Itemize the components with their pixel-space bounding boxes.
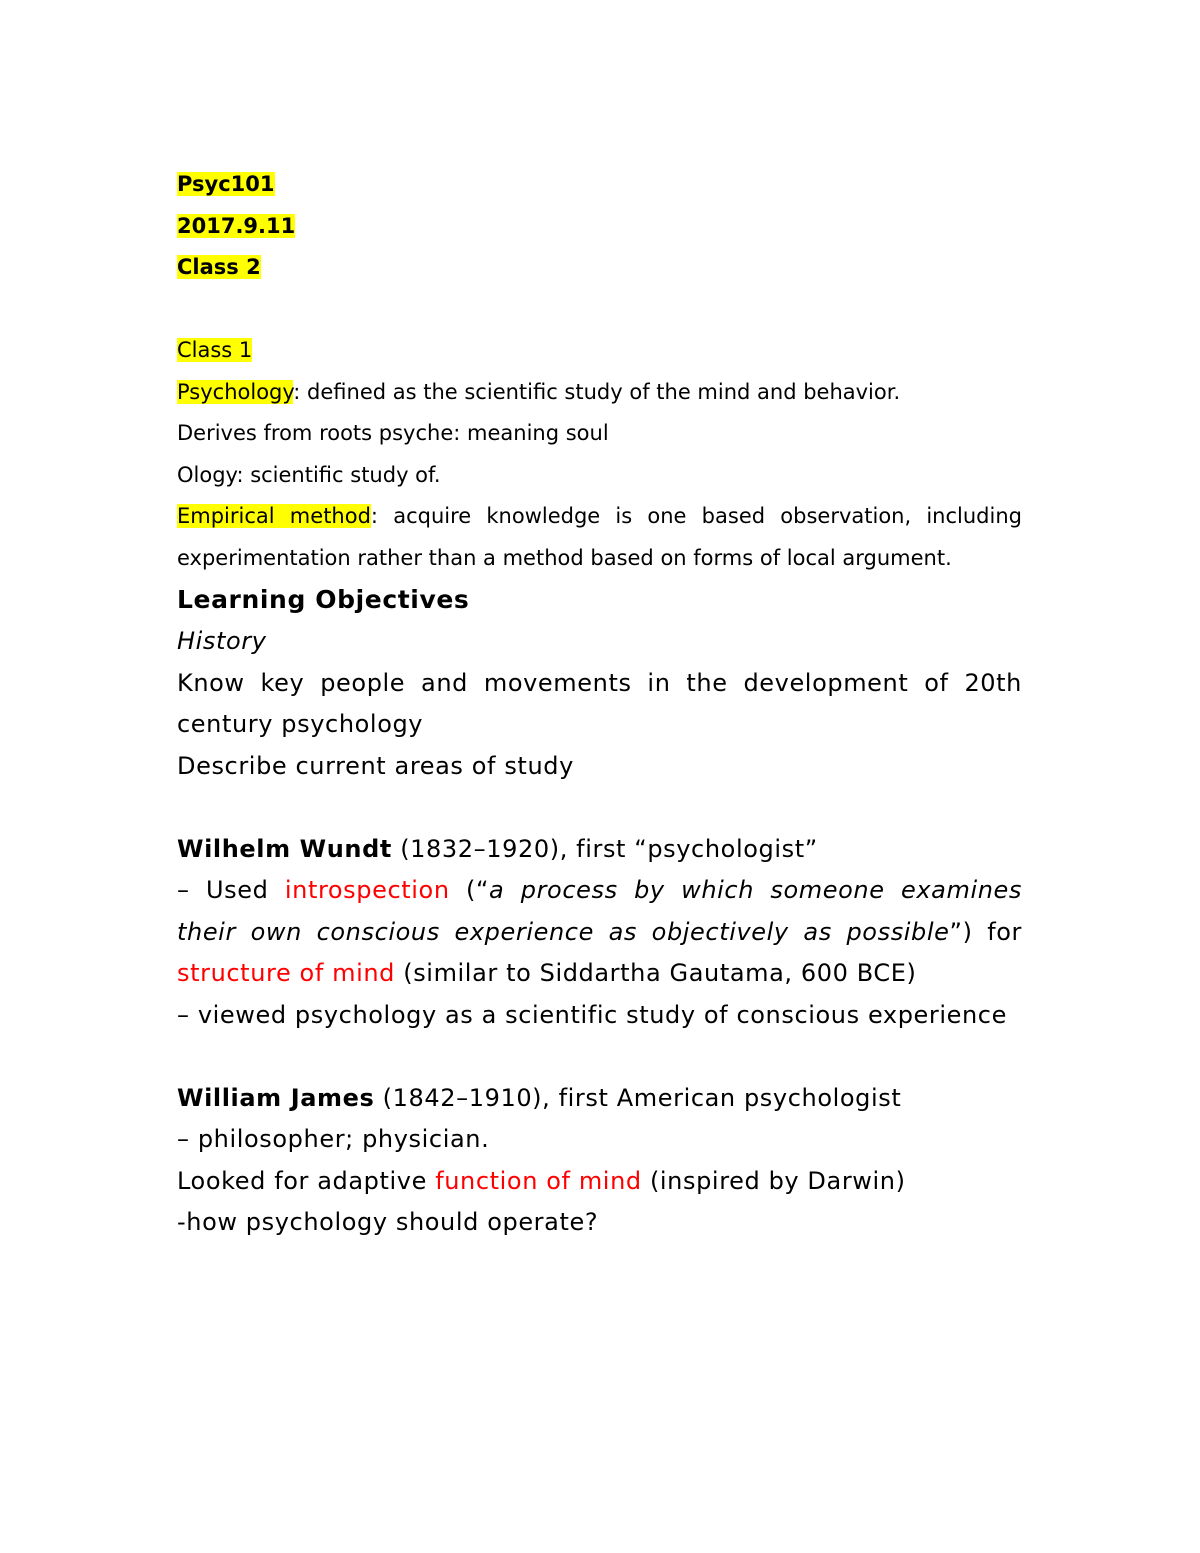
objective-line-2: Describe current areas of study <box>177 751 574 780</box>
derives-line: Derives from roots psyche: meaning soul <box>177 421 609 445</box>
wundt-heading: Wilhelm Wundt (1832–1920), first “psychologist” <box>177 834 818 863</box>
psychology-definition: Psychology: defined as the scientific study of the mind and behavior. <box>177 379 901 404</box>
james-name: William James <box>177 1083 375 1112</box>
spacer <box>177 1036 1022 1078</box>
empirical-definition: Empirical method: acquire knowledge is one based observation, including experimentation rather than a method based on forms of local argument. <box>177 504 1022 570</box>
function-term: function of mind <box>435 1166 642 1195</box>
learning-objectives-heading: Learning Objectives <box>177 585 470 614</box>
james-heading: William James (1842–1910), first American psychologist <box>177 1083 902 1112</box>
objective-line-1: Know key people and movements in the development of 20th century psychology <box>177 668 1022 738</box>
document-page <box>177 164 1022 1244</box>
introspection-quote: a process by which someone examines their own conscious experience as objectively as possible <box>177 876 1022 946</box>
empirical-term: Empirical method <box>177 504 371 528</box>
wundt-viewed: – viewed psychology as a scientific study of conscious experience <box>177 1000 1007 1029</box>
structure-term: structure of mind <box>177 959 395 987</box>
history-subheading: History <box>177 627 267 655</box>
wundt-introspection: – Used introspection (“a process by which someone examines their own conscious experience as objectively as possible”) for structure of mind (similar to Siddartha Gautama, 600 BCE) <box>177 876 1022 987</box>
class-label: Class 2 <box>177 255 261 279</box>
psychology-term: Psychology <box>177 379 294 404</box>
james-function: Looked for adaptive function of mind (inspired by Darwin) <box>177 1166 906 1195</box>
course-title: Psyc101 <box>177 172 275 196</box>
spacer <box>177 289 1022 331</box>
james-philosopher: – philosopher; physician. <box>177 1125 490 1153</box>
lecture-date: 2017.9.11 <box>177 213 296 238</box>
james-operate: -how psychology should operate? <box>177 1208 599 1236</box>
class1-label: Class 1 <box>177 338 253 362</box>
introspection-term: introspection <box>284 876 450 904</box>
wundt-name: Wilhelm Wundt <box>177 834 392 863</box>
ology-line: Ology: scientific study of. <box>177 462 441 487</box>
spacer <box>177 787 1022 829</box>
